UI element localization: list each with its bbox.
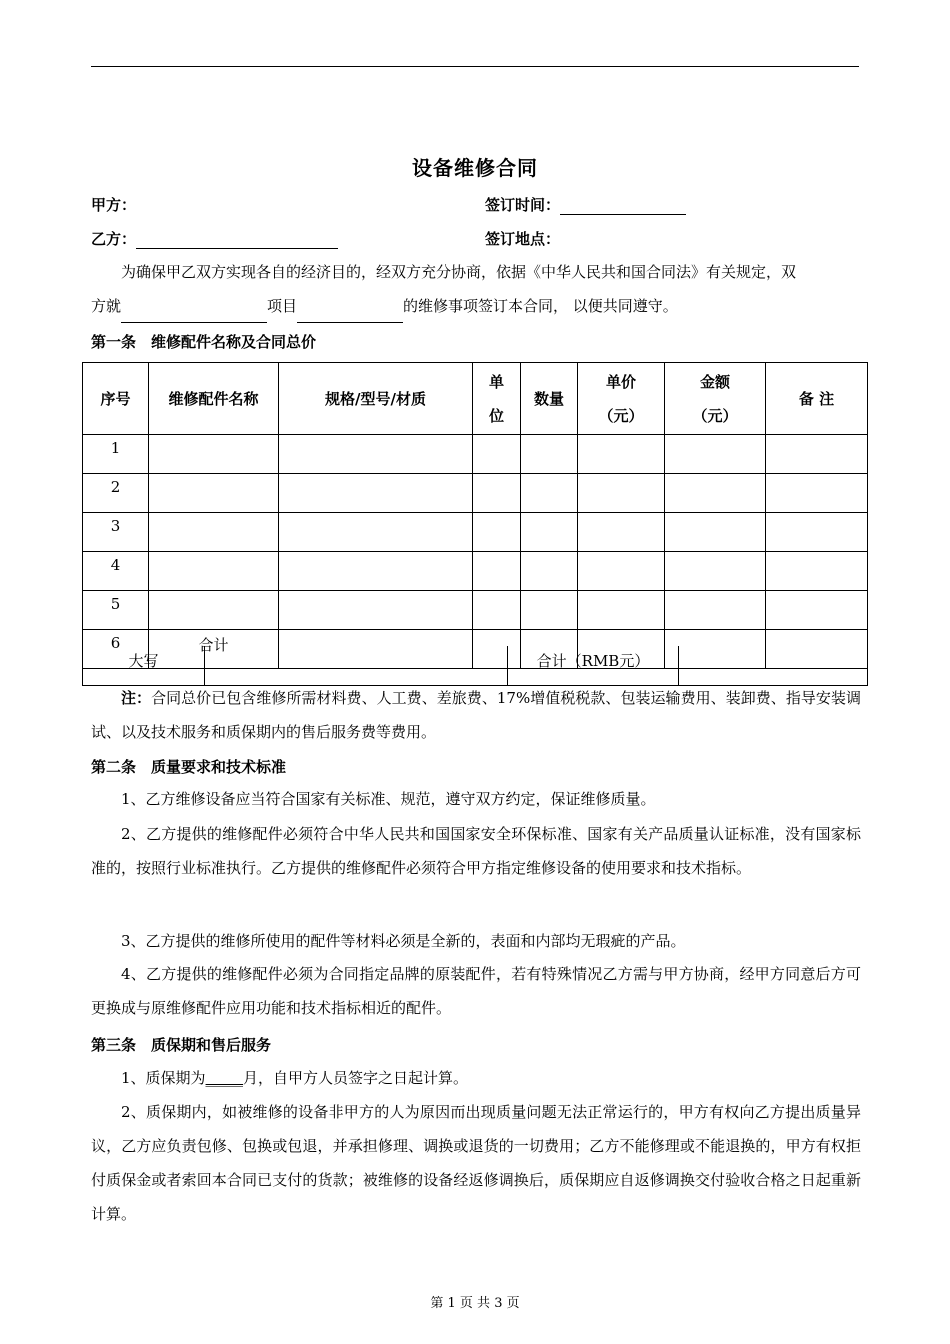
- table-cell[interactable]: [665, 474, 766, 513]
- intro-paragraph: [91, 255, 861, 323]
- total-rmb-label: 合计（RMB元）: [508, 646, 679, 686]
- table-row: [83, 552, 868, 591]
- table-cell[interactable]: [665, 513, 766, 552]
- table-cell[interactable]: [279, 513, 473, 552]
- table-cell[interactable]: [279, 552, 473, 591]
- note-text: 合同总价已包含维修所需材料费、人工费、差旅费、17%增值税税款、包装运输费用、装卸费、指导安装调试、以及技术服务和质保期内的售后服务费等费用。: [91, 689, 861, 741]
- table-cell[interactable]: [473, 435, 521, 474]
- sign-time-label: [485, 194, 686, 215]
- party-a-label: 甲方：: [91, 196, 137, 214]
- row-seq: 3: [83, 513, 149, 552]
- party-b-field[interactable]: [136, 232, 338, 249]
- project-name-field[interactable]: [297, 306, 403, 323]
- note-label: 注：: [121, 689, 152, 707]
- intro-text-a: 方就: [91, 297, 122, 315]
- col-qty: 数量: [521, 363, 578, 435]
- section-1-heading: 第一条 维修配件名称及合同总价: [91, 333, 317, 351]
- table-cell[interactable]: [578, 513, 665, 552]
- table-cell[interactable]: [766, 591, 868, 630]
- table-cell[interactable]: [279, 435, 473, 474]
- col-price-a: 单价: [605, 372, 636, 391]
- table-cell[interactable]: [473, 513, 521, 552]
- capital-row: [83, 646, 868, 686]
- table-cell[interactable]: [149, 513, 279, 552]
- table-cell[interactable]: [149, 474, 279, 513]
- row-seq: 6: [83, 630, 149, 669]
- capital-label: 大写: [83, 646, 205, 686]
- project-party-field[interactable]: [121, 306, 267, 323]
- header-rule: [91, 66, 859, 67]
- section-2-heading: 第二条 质量要求和技术标准: [91, 758, 287, 776]
- col-remark: 备 注: [766, 363, 868, 435]
- s3-item-1-a: 1、质保期为: [121, 1069, 206, 1087]
- table-row: [83, 474, 868, 513]
- table-cell[interactable]: [665, 591, 766, 630]
- col-seq: 序号: [83, 363, 149, 435]
- table-cell[interactable]: [473, 591, 521, 630]
- table-cell[interactable]: [279, 474, 473, 513]
- s2-item-4: 4、乙方提供的维修配件必须为合同指定品牌的原装配件，若有特殊情况乙方需与甲方协商，经甲方同意后方可更换成与原维修配件应用功能和技术指标相近的配件。: [91, 965, 861, 1017]
- table-cell[interactable]: [578, 552, 665, 591]
- total-rmb-field[interactable]: [679, 646, 868, 686]
- table-cell[interactable]: [766, 474, 868, 513]
- party-b-label: [91, 228, 338, 249]
- s2-item-3: 3、乙方提供的维修所使用的配件等材料必须是全新的，表面和内部均无瑕疵的产品。: [121, 932, 686, 950]
- col-unit: [473, 363, 521, 435]
- sign-time-field[interactable]: [560, 198, 686, 215]
- col-amount: [665, 363, 766, 435]
- intro-text-c: 的维修事项签订本合同， 以便共同遵守。: [403, 297, 678, 315]
- document-title: 设备维修合同: [412, 156, 538, 180]
- intro-line-2: [91, 289, 861, 323]
- table-cell[interactable]: [521, 591, 578, 630]
- table-cell[interactable]: [521, 435, 578, 474]
- col-price-b: （元）: [598, 406, 644, 425]
- table-header-row: [83, 363, 868, 435]
- col-unit-a: 单: [488, 372, 504, 391]
- row-seq: 2: [83, 474, 149, 513]
- total-label: 合计: [149, 630, 279, 669]
- col-unit-b: 位: [488, 406, 504, 425]
- table-cell[interactable]: [665, 552, 766, 591]
- parts-table: [82, 362, 868, 669]
- row-seq: 5: [83, 591, 149, 630]
- col-amount-a: 金额: [699, 372, 730, 391]
- col-spec: 规格/型号/材质: [279, 363, 473, 435]
- capital-amount-field[interactable]: [205, 646, 508, 686]
- capital-total-table: [82, 646, 868, 686]
- table-row: [83, 435, 868, 474]
- table-cell[interactable]: [766, 552, 868, 591]
- table-cell[interactable]: [578, 435, 665, 474]
- table-row: [83, 591, 868, 630]
- table-cell[interactable]: [149, 591, 279, 630]
- row-seq: 4: [83, 552, 149, 591]
- table-cell[interactable]: [521, 474, 578, 513]
- table-row: [83, 513, 868, 552]
- section-3-heading: 第三条 质保期和售后服务: [91, 1036, 272, 1054]
- col-price: [578, 363, 665, 435]
- party-b-text: 乙方：: [91, 230, 137, 248]
- page-footer: 第 1 页 共 3 页: [430, 1296, 520, 1311]
- row-seq: 1: [83, 435, 149, 474]
- s2-item-1: 1、乙方维修设备应当符合国家有关标准、规范，遵守双方约定，保证维修质量。: [121, 790, 656, 808]
- table-cell[interactable]: [149, 552, 279, 591]
- sign-place-label: 签订地点：: [485, 230, 561, 248]
- table-cell[interactable]: [665, 435, 766, 474]
- table-cell[interactable]: [766, 513, 868, 552]
- warranty-months-field[interactable]: _____: [205, 1069, 244, 1087]
- table-cell[interactable]: [521, 552, 578, 591]
- table-cell[interactable]: [279, 591, 473, 630]
- table-cell[interactable]: [473, 552, 521, 591]
- col-name: 维修配件名称: [149, 363, 279, 435]
- table-cell[interactable]: [766, 435, 868, 474]
- col-amount-b: （元）: [692, 406, 738, 425]
- s3-item-1-b: 月，自甲方人员签字之日起计算。: [243, 1069, 469, 1087]
- table-cell[interactable]: [521, 513, 578, 552]
- table-cell[interactable]: [578, 591, 665, 630]
- s3-item-2: 2、质保期内，如被维修的设备非甲方的人为原因而出现质量问题无法正常运行的，甲方有权向乙方提出质量异议，乙方应负责包修、包换或包退，并承担修理、调换或退货的一切费用；乙方不能修理或不能退换的，甲方有权拒付质保金或者索回本合同已支付的货款；被维修的设备经返修调换后，质保期应自返修调换交付验收合格之日起重新计算。: [91, 1103, 861, 1223]
- s3-item-1: [91, 1061, 861, 1095]
- intro-line-1: 为确保甲乙双方实现各自的经济目的，经双方充分协商，依据《中华人民共和国合同法》有关规定，双: [121, 263, 797, 281]
- table-cell[interactable]: [578, 474, 665, 513]
- table-cell[interactable]: [473, 474, 521, 513]
- table-cell[interactable]: [149, 435, 279, 474]
- intro-text-b: 项目: [267, 297, 298, 315]
- price-note: [91, 681, 861, 749]
- s2-item-2: 2、乙方提供的维修配件必须符合中华人民共和国国家安全环保标准、国家有关产品质量认证标准，没有国家标准的，按照行业标准执行。乙方提供的维修配件必须符合甲方指定维修设备的使用要求和技术指标。: [91, 825, 861, 877]
- sign-time-text: 签订时间：: [485, 196, 561, 214]
